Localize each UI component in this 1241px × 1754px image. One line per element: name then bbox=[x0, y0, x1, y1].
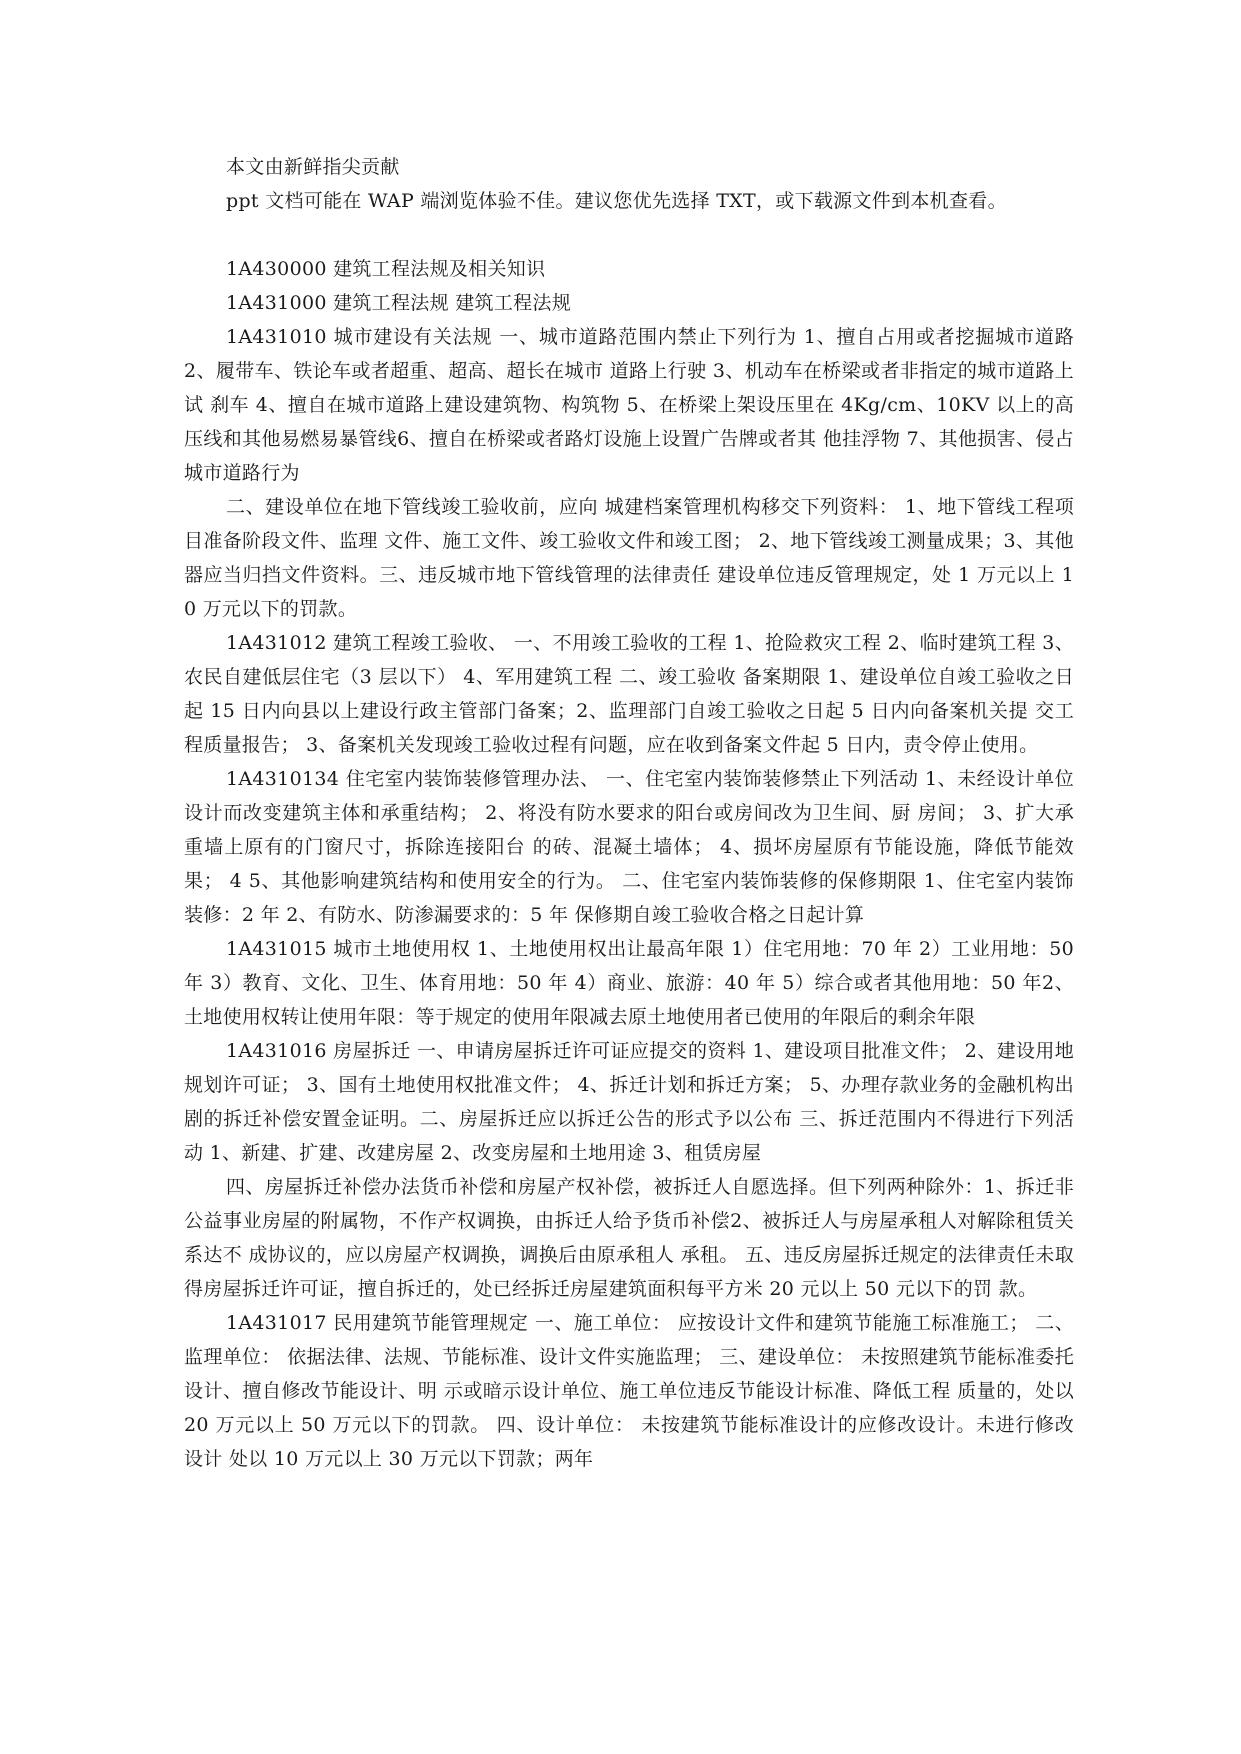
contributor-line: 本文由新鲜指尖贡献 bbox=[226, 156, 400, 178]
paragraph-energy-saving: 1A431017 民用建筑节能管理规定 一、施工单位： 应按设计文件和建筑节能施工标准施工； 二、监理单位： 依据法律、法规、节能标准、设计文件实施监理； 三、建设单位： 未按照建筑节能标准委托设计、擅自修改节能设计、明 示或暗示设计单位、施工单位违反节能设计标准、降低工程 质量的，处以 20 万元以上 50 万元以下的罚款。 四、设计单位： 未按建筑节能标准设计的应修改设计。未进行修改设计 处以 10 万元以上 30 万元以下罚款；两年 bbox=[184, 1312, 1074, 1470]
paragraph-house-demolition: 1A431016 房屋拆迁 一、申请房屋拆迁许可证应提交的资料 1、建设项目批准文件； 2、建设用地规划许可证； 3、国有土地使用权批准文件； 4、拆迁计划和拆迁方案； 5、办理存款业务的金融机构出剧的拆迁补偿安置金证明。二、房屋拆迁应以拆迁公告的形式予以公布 三、拆迁范围内不得进行下列活动 1、新建、扩建、改建房屋 2、改变房屋和土地用途 3、租赁房屋 bbox=[184, 1040, 1074, 1164]
paragraph-demolition-compensation: 四、房屋拆迁补偿办法货币补偿和房屋产权补偿，被拆迁人自愿选择。但下列两种除外：1、拆迁非公益事业房屋的附属物，不作产权调换，由拆迁人给予货币补偿2、被拆迁人与房屋承租人对解除租赁关系达不 成协议的，应以房屋产权调换，调换后由原承租人 承租。 五、违反房屋拆迁规定的法律责任未取得房屋拆迁许可证，擅自拆迁的，处已经拆迁房屋建筑面积每平方米 20 元以上 50 元以下的罚 款。 bbox=[184, 1176, 1074, 1300]
subsection-heading: 1A431000 建筑工程法规 建筑工程法规 bbox=[226, 292, 572, 314]
paragraph-land-use-rights: 1A431015 城市土地使用权 1、土地使用权出让最高年限 1）住宅用地：70 年 2）工业用地：50 年 3）教育、文化、卫生、体育用地：50 年 4）商业、旅游：40 年 5）综合或者其他用地：50 年2、土地使用权转让使用年限：等于规定的使用年限减去原土地使用者已使用的年限后的剩余年限 bbox=[184, 938, 1074, 1028]
paragraph-completion-acceptance: 1A431012 建筑工程竣工验收、 一、不用竣工验收的工程 1、抢险救灾工程 2、临时建筑工程 3、农民自建低层住宅（3 层以下） 4、军用建筑工程 二、竣工验收 备案期限 1、建设单位自竣工验收之日起 15 日内向县以上建设行政主管部门备案；2、监理部门自竣工验收之日起 5 日内向备案机关提 交工程质量报告； 3、备案机关发现竣工验收过程有问题，应在收到备案文件起 5 日内，责令停止使用。 bbox=[184, 632, 1074, 756]
section-heading: 1A430000 建筑工程法规及相关知识 bbox=[226, 258, 546, 280]
paragraph-interior-decoration: 1A4310134 住宅室内装饰装修管理办法、 一、住宅室内装饰装修禁止下列活动 1、未经设计单位设计而改变建筑主体和承重结构； 2、将没有防水要求的阳台或房间改为卫生间、厨 房间； 3、扩大承重墙上原有的门窗尺寸，拆除连接阳台 的砖、混凝土墙体； 4、损坏房屋原有节能设施，降低节能效果； 4 5、其他影响建筑结构和使用安全的行为。 二、住宅室内装饰装修的保修期限 1、住宅室内装饰装修：2 年 2、有防水、防渗漏要求的：5 年 保修期自竣工验收合格之日起计算 bbox=[184, 768, 1074, 926]
paragraph-urban-road-regulations: 1A431010 城市建设有关法规 一、城市道路范围内禁止下列行为 1、擅自占用或者挖掘城市道路 2、履带车、铁论车或者超重、超高、超长在城市 道路上行驶 3、机动车在桥梁或者非指定的城市道路上试 刹车 4、擅自在城市道路上建设建筑物、构筑物 5、在桥梁上架设压里在 4Kg/cm、10KV 以上的高压线和其他易燃易暴管线6、擅自在桥梁或者路灯设施上设置广告牌或者其 他挂浮物 7、其他损害、侵占城市道路行为 bbox=[184, 326, 1074, 484]
blank-line bbox=[184, 218, 1074, 252]
document-body bbox=[184, 150, 1074, 1476]
paragraph-underground-pipelines: 二、建设单位在地下管线竣工验收前，应向 城建档案管理机构移交下列资料： 1、地下管线工程项目准备阶段文件、监理 文件、施工文件、竣工验收文件和竣工图； 2、地下管线竣工测量成果；3、其他器应当归挡文件资料。三、违反城市地下管线管理的法律责任 建设单位违反管理规定，处 1 万元以上 10 万元以下的罚款。 bbox=[184, 496, 1074, 620]
format-notice: ppt 文档可能在 WAP 端浏览体验不佳。建议您优先选择 TXT，或下载源文件到本机查看。 bbox=[226, 190, 1007, 212]
